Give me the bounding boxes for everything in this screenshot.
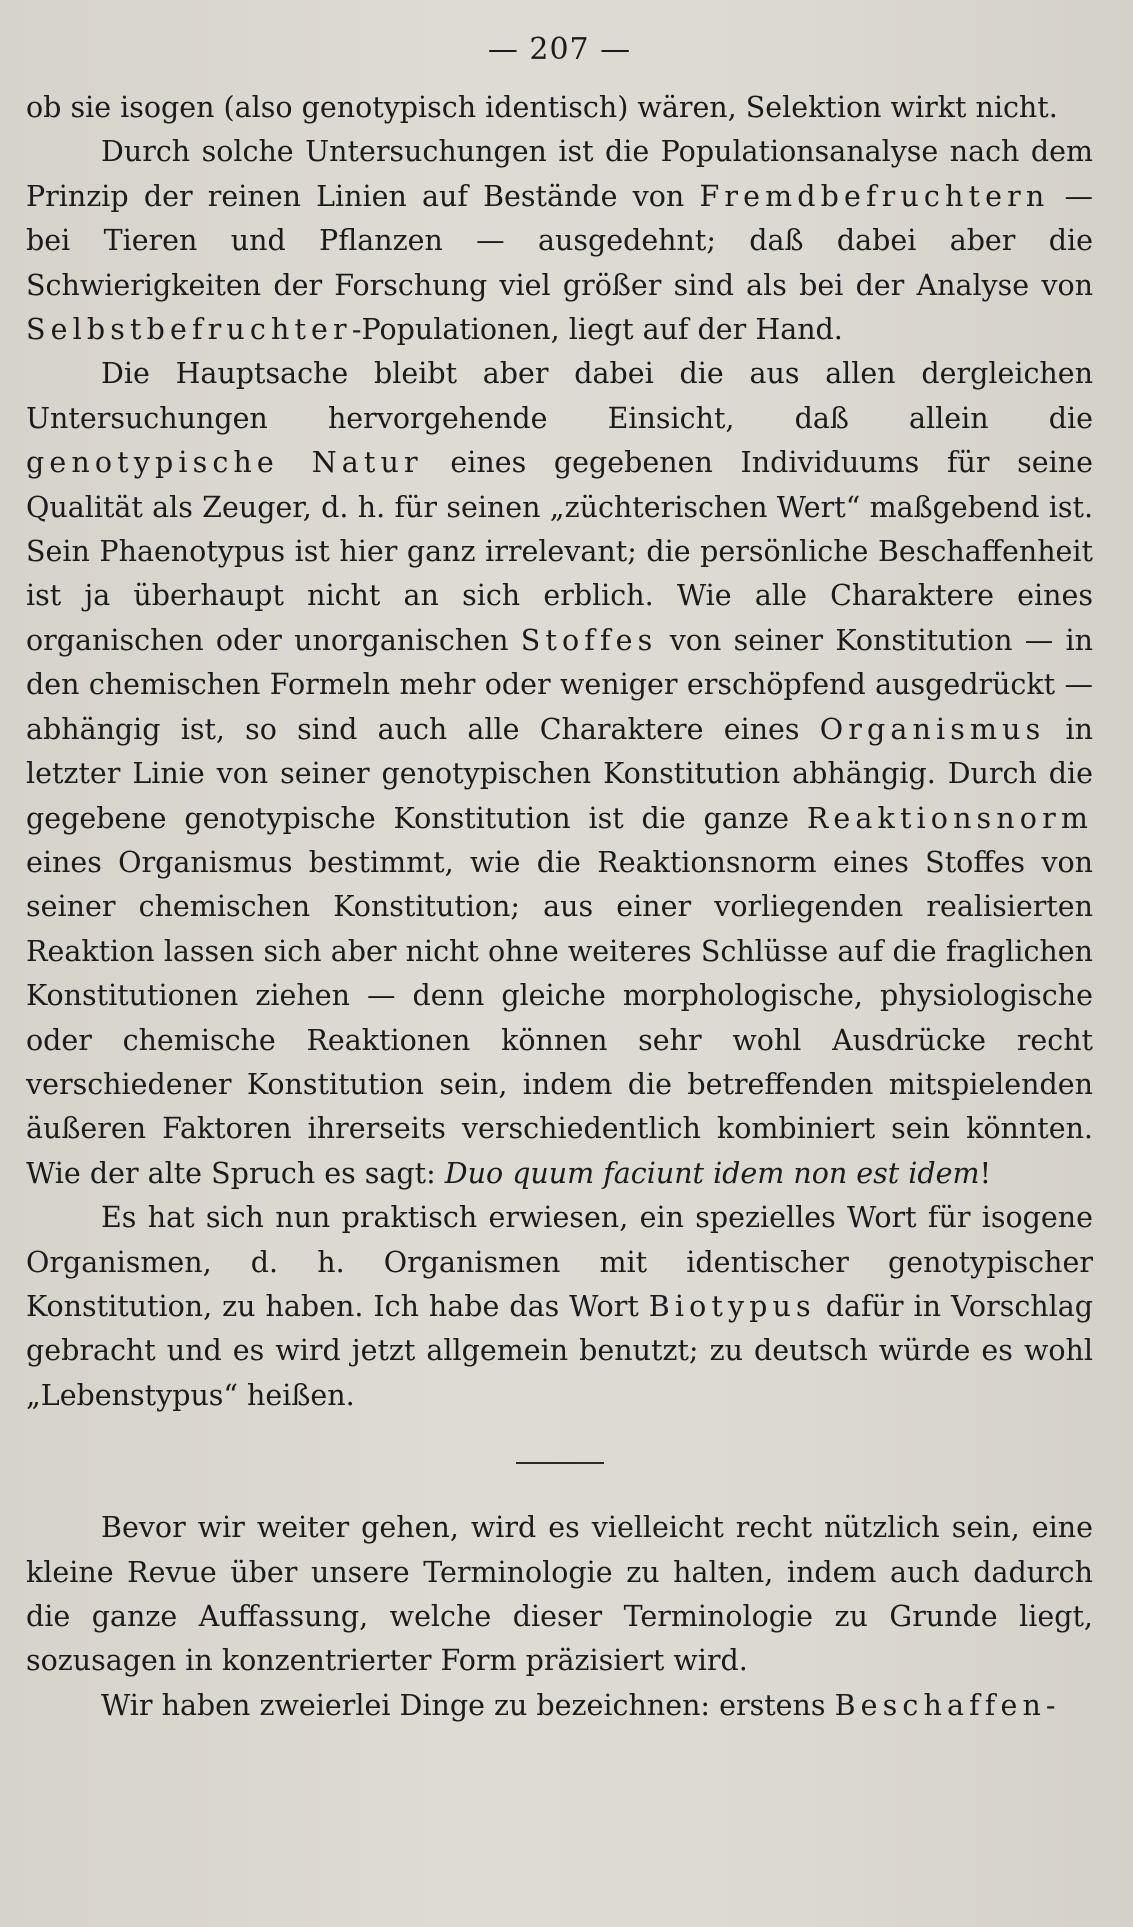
emphasis-beschaffen: Beschaffen-: [834, 1688, 1061, 1722]
text-run: dafür in Vorschlag gebracht und es wird jetzt allgemein benutzt; zu deutsch würde es wohl „Lebenstypus“ heißen.: [26, 1289, 1094, 1412]
latin-quote: Duo quum faciunt idem non est idem: [444, 1156, 980, 1190]
text-run: Wir haben zweierlei Dinge zu bezeichnen: erstens: [101, 1688, 835, 1722]
emphasis-genotypische-natur: genotypische Natur: [26, 446, 423, 480]
paragraph-1: ob sie isogen (also genotypisch identisch) wären, Selektion wirkt nicht.: [26, 91, 1058, 124]
emphasis-stoffes: Stoffes: [520, 623, 658, 657]
paragraph-6: [26, 1684, 1093, 1728]
text-run: !: [979, 1156, 992, 1190]
emphasis-fremdbefruchtern: Fremdbefruchtern: [699, 179, 1050, 213]
text-run: eines Organismus bestimmt, wie die Reaktionsnorm eines Stoffes von seiner chemischen Konstitution; aus einer vorliegenden realisierten Reaktion lassen sich aber nicht ohne weiteres Schlüsse auf die fraglichen Konstitutionen ziehen — denn gleiche morphologische, physiologische oder chemische Reaktionen können sehr wohl Ausdrücke recht verschiedener Konstitution sein, indem die betreffenden mitspielenden äußeren Faktoren ihrerseits verschiedentlich kombiniert sein könnten. Wie der alte Spruch es sagt:: [26, 845, 1093, 1190]
page-number: — 207 —: [487, 32, 632, 67]
text-run: Es hat sich nun praktisch erwiesen, ein spezielles Wort für isogene Organismen, d. h. Organismen mit identischer genotypischer Konstitution, zu haben. Ich habe das Wort: [26, 1201, 1093, 1323]
emphasis-selbstbefruchter: Selbstbefruchter: [26, 313, 352, 347]
text-run: in letzter Linie von seiner genotypischen Konstitution abhängig. Durch die gegebene genotypische Konstitution ist die ganze: [26, 712, 1094, 835]
paragraph-3: [26, 352, 1093, 1196]
text-run: Durch solche Untersuchungen ist die Populationsanalyse nach dem Prinzip der reinen Linien auf Bestände von: [26, 135, 1093, 213]
body-text: [26, 86, 1093, 1728]
paragraph-5: Bevor wir weiter gehen, wird es vielleicht recht nützlich sein, eine kleine Revue über unsere Terminologie zu halten, indem auch dadurch die ganze Auffassung, welche dieser Terminologie zu Grunde liegt, sozusagen in konzentrierter Form präzisiert wird.: [26, 1511, 1093, 1678]
text-run: -Populationen, liegt auf der Hand.: [351, 313, 843, 347]
emphasis-reaktionsnorm: Reaktionsnorm: [806, 801, 1093, 835]
text-run: — bei Tieren und Pflanzen — ausgedehnt; daß dabei aber die Schwierigkeiten der Forschung viel größer sind als bei der Analyse von: [26, 179, 1093, 302]
section-separator: [516, 1462, 604, 1464]
paragraph-2: [26, 130, 1093, 352]
text-run: Die Hauptsache bleibt aber dabei die aus allen dergleichen Untersuchungen hervorgehende Einsicht, daß allein die: [26, 357, 1093, 435]
text-run: eines gegebenen Individuums für seine Qualität als Zeuger, d. h. für seinen „züchterischen Wert“ maßgebend ist. Sein Phaenotypus ist hier ganz irrelevant; die persönliche Beschaffenheit ist ja überhaupt nicht an sich erblich. Wie alle Charaktere eines organischen oder unorganischen: [26, 446, 1094, 657]
emphasis-organismus: Organismus: [819, 712, 1046, 746]
emphasis-biotypus: Biotypus: [648, 1289, 816, 1323]
paragraph-4: [26, 1196, 1093, 1418]
text-run: von seiner Konstitution — in den chemischen Formeln mehr oder weniger erschöpfend ausgedrückt — abhängig ist, so sind auch alle Charaktere eines: [26, 623, 1093, 746]
